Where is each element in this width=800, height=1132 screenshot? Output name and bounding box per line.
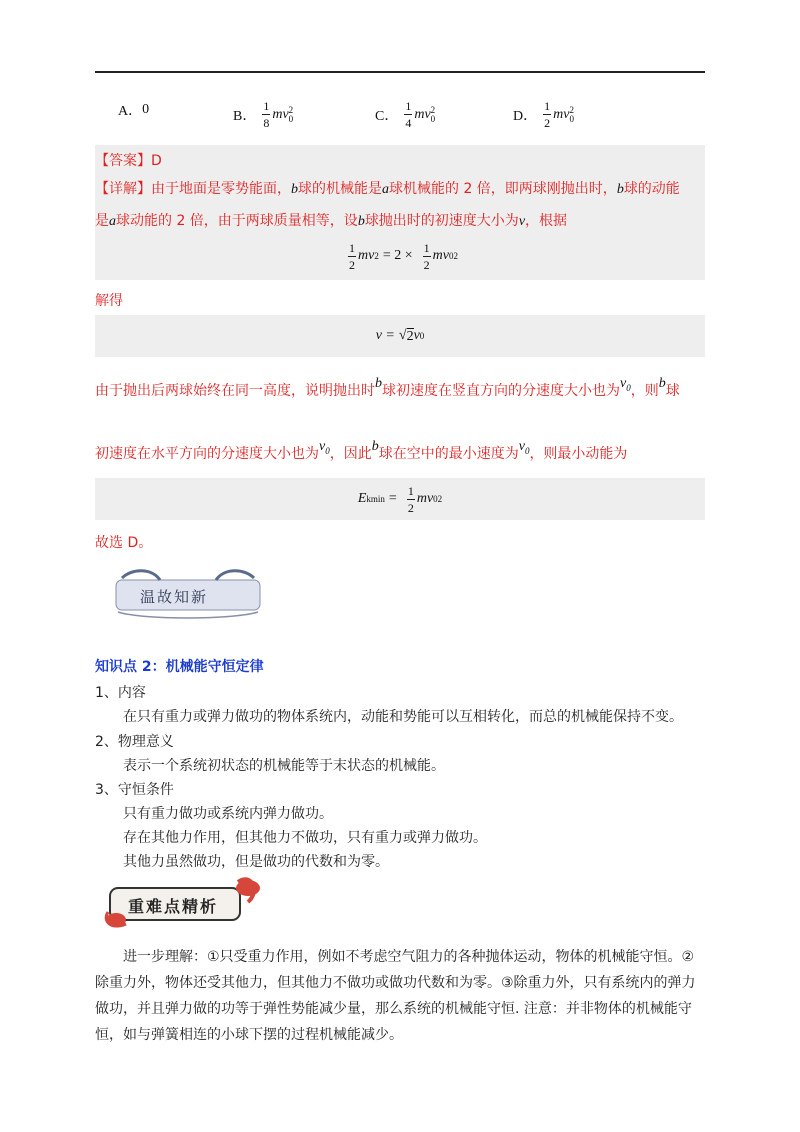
text: 由于抛出后两球始终在同一高度，说明抛出时 xyxy=(95,383,375,399)
para3-line-1 xyxy=(95,376,680,401)
var-v: v xyxy=(518,439,525,454)
text: 球的动能 xyxy=(623,181,680,197)
banner-text: 重难点精析 xyxy=(128,897,219,916)
choice-d[interactable] xyxy=(513,100,574,129)
fraction-half xyxy=(348,242,356,271)
denominator: 2 xyxy=(407,500,414,515)
text: ，根据 xyxy=(525,213,568,229)
condition-3: 其他力虽然做功，但是做功的代数和为零。 xyxy=(123,854,389,870)
denominator: 4 xyxy=(405,116,412,130)
mv-term: mv xyxy=(272,106,289,122)
text: 球在空中的最小速度为 xyxy=(378,446,519,462)
section-title: 知识点 2：机械能守恒定律 xyxy=(95,659,264,675)
numerator: 1 xyxy=(349,240,356,255)
equation-3 xyxy=(95,478,705,520)
text: 球的机械能是 xyxy=(298,181,382,197)
var-b: b xyxy=(357,214,365,229)
var-a: a xyxy=(109,214,116,229)
choice-label: C． xyxy=(375,108,399,124)
numerator: 1 xyxy=(407,483,414,498)
v0 xyxy=(620,376,631,391)
var-v: v xyxy=(413,328,420,343)
sub: 0 xyxy=(419,331,425,341)
sup: 2 xyxy=(430,104,436,115)
denominator: 8 xyxy=(263,116,270,130)
equation-1 xyxy=(95,236,705,276)
numerator: 1 xyxy=(263,99,270,113)
sub: 0 xyxy=(626,382,631,393)
equation-2 xyxy=(95,315,705,357)
kmin-sub: kmin xyxy=(366,494,385,504)
text: ，因此 xyxy=(329,446,372,462)
text: 球 xyxy=(665,383,680,399)
denominator: 2 xyxy=(423,257,430,272)
solve-label: 解得 xyxy=(95,293,123,309)
analysis-line-3: 做功，并且弹力做的功等于弹性势能减少量，那么系统的机械能守恒. 注意：并非物体的机械能守 xyxy=(95,1001,692,1017)
var-b: b xyxy=(371,439,379,454)
numerator: 1 xyxy=(423,240,430,255)
mv-term: mv xyxy=(416,491,434,506)
sub: 0 xyxy=(325,445,330,456)
var-v: v xyxy=(319,439,326,454)
denominator: 2 xyxy=(544,116,551,130)
numerator: 1 xyxy=(405,99,412,113)
paragraph-2: 表示一个系统初状态的机械能等于末状态的机械能。 xyxy=(123,758,445,774)
var-b: b xyxy=(658,376,666,391)
sub-sup xyxy=(289,106,294,124)
sub: 0 xyxy=(448,251,454,261)
choice-label: D． xyxy=(513,108,538,124)
sub: 0 xyxy=(569,113,574,124)
para3-line-2 xyxy=(95,439,628,464)
var-b: b xyxy=(616,182,624,197)
denominator: 2 xyxy=(349,257,356,272)
text: 球机械能的 2 倍，即两球刚抛出时， xyxy=(389,181,617,197)
fraction-half xyxy=(423,242,431,271)
condition-1: 只有重力做功或系统内弹力做功。 xyxy=(123,806,333,822)
sup: 2 xyxy=(453,251,458,261)
choice-c[interactable] xyxy=(375,100,435,129)
var-v: v xyxy=(518,214,526,229)
sup: 2 xyxy=(374,251,379,261)
choice-label: B． xyxy=(233,108,257,124)
equals-times: = 2 × xyxy=(382,248,413,263)
analysis-line-4: 恒，如与弹簧相连的小球下摆的过程机械能减少。 xyxy=(95,1027,403,1043)
paragraph-1: 在只有重力或弹力做功的物体系统内，动能和势能可以互相转化，而总的机械能保持不变。 xyxy=(123,709,683,725)
sup: 2 xyxy=(437,494,443,504)
sup: 2 xyxy=(288,104,294,115)
var-v: v xyxy=(620,376,627,391)
E-symbol: E xyxy=(357,491,367,506)
choice-b[interactable] xyxy=(233,100,293,129)
sub: 0 xyxy=(288,113,294,124)
text: 初速度在水平方向的分速度大小也为 xyxy=(95,446,319,462)
mv-term: mv xyxy=(553,106,570,122)
conclusion: 故选 D。 xyxy=(95,535,153,551)
text: 球抛出时的初速度大小为 xyxy=(364,213,519,229)
sub-sup xyxy=(431,106,436,124)
sup: 2 xyxy=(569,104,574,115)
text: 由于地面是零势能面， xyxy=(151,181,291,197)
heading-2: 2、物理意义 xyxy=(95,734,174,750)
lhs: v = xyxy=(375,328,395,343)
text: ，则最小动能为 xyxy=(529,446,628,462)
sub: 0 xyxy=(433,494,438,504)
banner-review-icon xyxy=(112,566,264,622)
fraction xyxy=(543,100,551,129)
banner-key-points-icon xyxy=(102,872,262,930)
v0 xyxy=(319,439,330,454)
fraction xyxy=(262,100,270,129)
mv-term: mv xyxy=(414,106,431,122)
radicand: 2 xyxy=(406,328,414,344)
equals: = xyxy=(388,491,397,506)
detail-line-1 xyxy=(95,178,680,198)
header-rule xyxy=(95,71,705,73)
sub: 0 xyxy=(524,445,530,456)
var-b: b xyxy=(291,182,298,197)
choice-value: 0 xyxy=(142,102,150,117)
var-a: a xyxy=(382,182,389,197)
mv-term: mv xyxy=(432,248,449,263)
sub-sup xyxy=(569,106,574,124)
choice-label: A． xyxy=(118,104,143,119)
mv-term: mv xyxy=(358,248,375,263)
numerator: 1 xyxy=(544,99,551,113)
v0 xyxy=(519,439,530,454)
text: 球动能的 2 倍，由于两球质量相等，设 xyxy=(116,213,358,229)
condition-2: 存在其他力作用，但其他力不做功，只有重力或弹力做功。 xyxy=(123,830,487,846)
fraction xyxy=(404,100,412,129)
detail-line-2 xyxy=(95,210,567,230)
analysis-line-2: 除重力外，物体还受其他力，但其他力不做功或做功代数和为零。③除重力外，只有系统内的弹力 xyxy=(95,975,696,991)
fraction-half xyxy=(407,485,415,514)
banner-text: 温故知新 xyxy=(140,588,209,606)
detail-label: 【详解】 xyxy=(95,181,151,197)
text: 是 xyxy=(95,213,109,229)
text: ，则 xyxy=(630,383,659,399)
sub: 0 xyxy=(430,113,436,124)
heading-1: 1、内容 xyxy=(95,685,146,701)
analysis-line-1: 进一步理解：①只受重力作用，例如不考虑空气阻力的各种抛体运动，物体的机械能守恒。② xyxy=(123,949,695,965)
text: 球初速度在竖直方向的分速度大小也为 xyxy=(382,383,620,399)
heading-3: 3、守恒条件 xyxy=(95,782,174,798)
choice-a[interactable] xyxy=(118,100,149,120)
answer-label: 【答案】D xyxy=(95,153,162,169)
var-b: b xyxy=(375,376,382,391)
sqrt-sign: √ xyxy=(398,328,407,343)
